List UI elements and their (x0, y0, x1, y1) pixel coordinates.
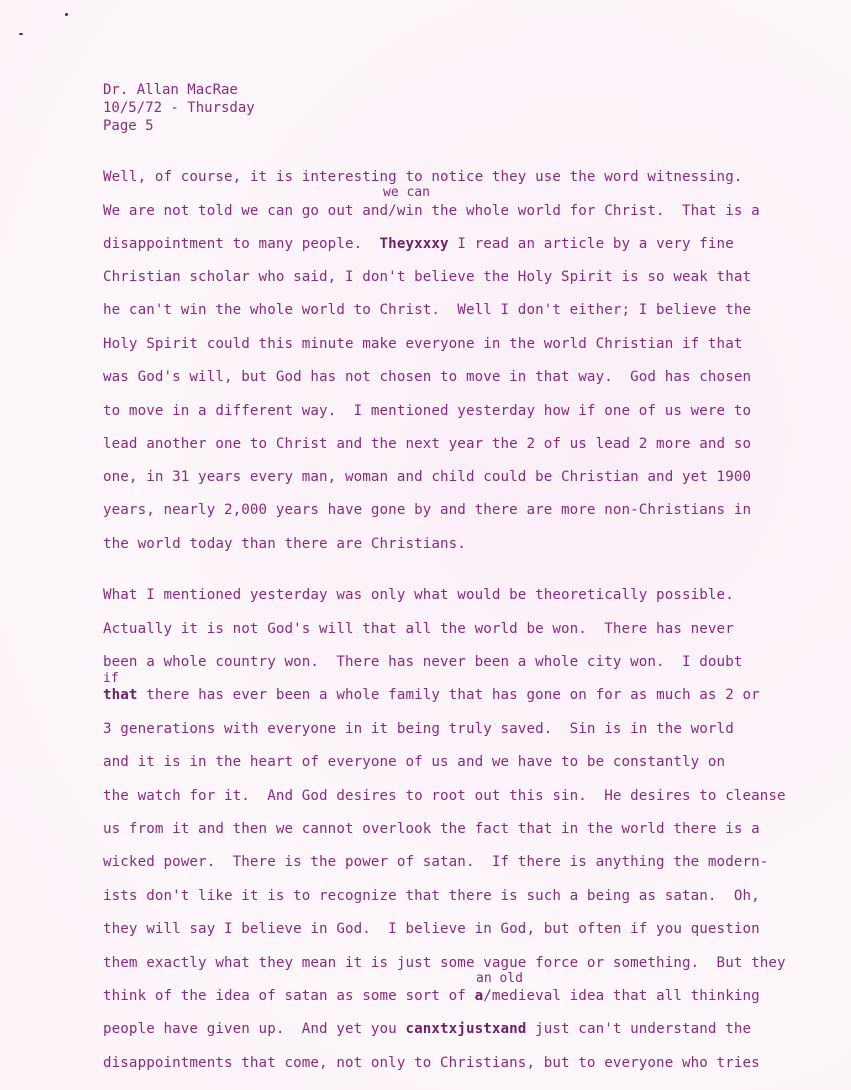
struck-text: that (103, 687, 138, 703)
text-line: one, in 31 years every man, woman and child could be Christian and yet 1900 (103, 469, 752, 485)
text-line: to move in a different way. I mentioned yesterday how if one of us were to (103, 403, 752, 419)
text-line: was God's will, but God has not chosen to move in that way. God has chosen (103, 369, 752, 385)
text-line: been a whole country won. There has never been a whole city won. I doubt (103, 654, 743, 670)
text-segment: think of the idea of satan as some sort of (103, 988, 475, 1004)
ink-speck (65, 13, 68, 16)
page-number: Page 5 (103, 118, 154, 134)
handwritten-insertion: we can (383, 185, 430, 200)
text-line: us from it and then we cannot overlook the fact that in the world there is a (103, 821, 760, 837)
text-line: Holy Spirit could this minute make everyone in the world Christian if that (103, 336, 743, 352)
text-segment: people have given up. And yet you (103, 1021, 406, 1037)
text-line: ists don't like it is to recognize that there is such a being as satan. Oh, (103, 888, 760, 904)
struck-text: canxtxjustxand (405, 1021, 527, 1037)
letter-header (103, 81, 255, 135)
text-line: 3 generations with everyone in it being truly saved. Sin is in the world (103, 721, 734, 737)
date-line: 10/5/72 - Thursday (103, 100, 255, 116)
text-line (103, 236, 734, 252)
handwritten-insertion: if (103, 671, 119, 686)
text-segment: there has ever been a whole family that has gone on for as much as 2 or (137, 687, 760, 703)
text-line: wicked power. There is the power of satan. If there is anything the modern- (103, 854, 769, 870)
handwritten-insertion: an old (476, 971, 523, 986)
text-line: they will say I believe in God. I believe in God, but often if you question (103, 921, 760, 937)
ink-speck (19, 33, 23, 35)
text-line: and it is in the heart of everyone of us and we have to be constantly on (103, 754, 726, 770)
text-line: them exactly what they mean it is just some vague force or something. But they (103, 955, 786, 971)
text-line: Christian scholar who said, I don't believe the Holy Spirit is so weak that (103, 269, 752, 285)
struck-text: Theyxxxy (379, 236, 449, 252)
text-line: he can't win the whole world to Christ. Well I don't either; I believe the (103, 302, 752, 318)
text-segment: /medieval idea that all thinking (483, 988, 760, 1004)
text-line (103, 1021, 751, 1037)
text-line: years, nearly 2,000 years have gone by and there are more non-Christians in (103, 502, 752, 518)
text-line: Actually it is not God's will that all the world be won. There has never (103, 621, 734, 637)
text-line: lead another one to Christ and the next year the 2 of us lead 2 more and so (103, 436, 752, 452)
text-line: disappointments that come, not only to Christians, but to everyone who tries (103, 1055, 760, 1071)
text-segment: disappointment to many people. (103, 236, 380, 252)
text-segment: I read an article by a very fine (448, 236, 734, 252)
author-name: Dr. Allan MacRae (103, 82, 238, 98)
text-line: the watch for it. And God desires to root out this sin. He desires to cleanse (103, 788, 786, 804)
text-line: Well, of course, it is interesting to notice they use the word witnessing. (103, 169, 743, 185)
text-line (103, 988, 760, 1004)
struck-text: a (474, 988, 484, 1004)
text-line: the world today than there are Christians. (103, 536, 466, 552)
text-segment: just can't understand the (526, 1021, 752, 1037)
text-line: What I mentioned yesterday was only what would be theoretically possible. (103, 587, 734, 603)
text-line (103, 687, 760, 703)
text-line: We are not told we can go out and/win the whole world for Christ. That is a (103, 203, 760, 219)
